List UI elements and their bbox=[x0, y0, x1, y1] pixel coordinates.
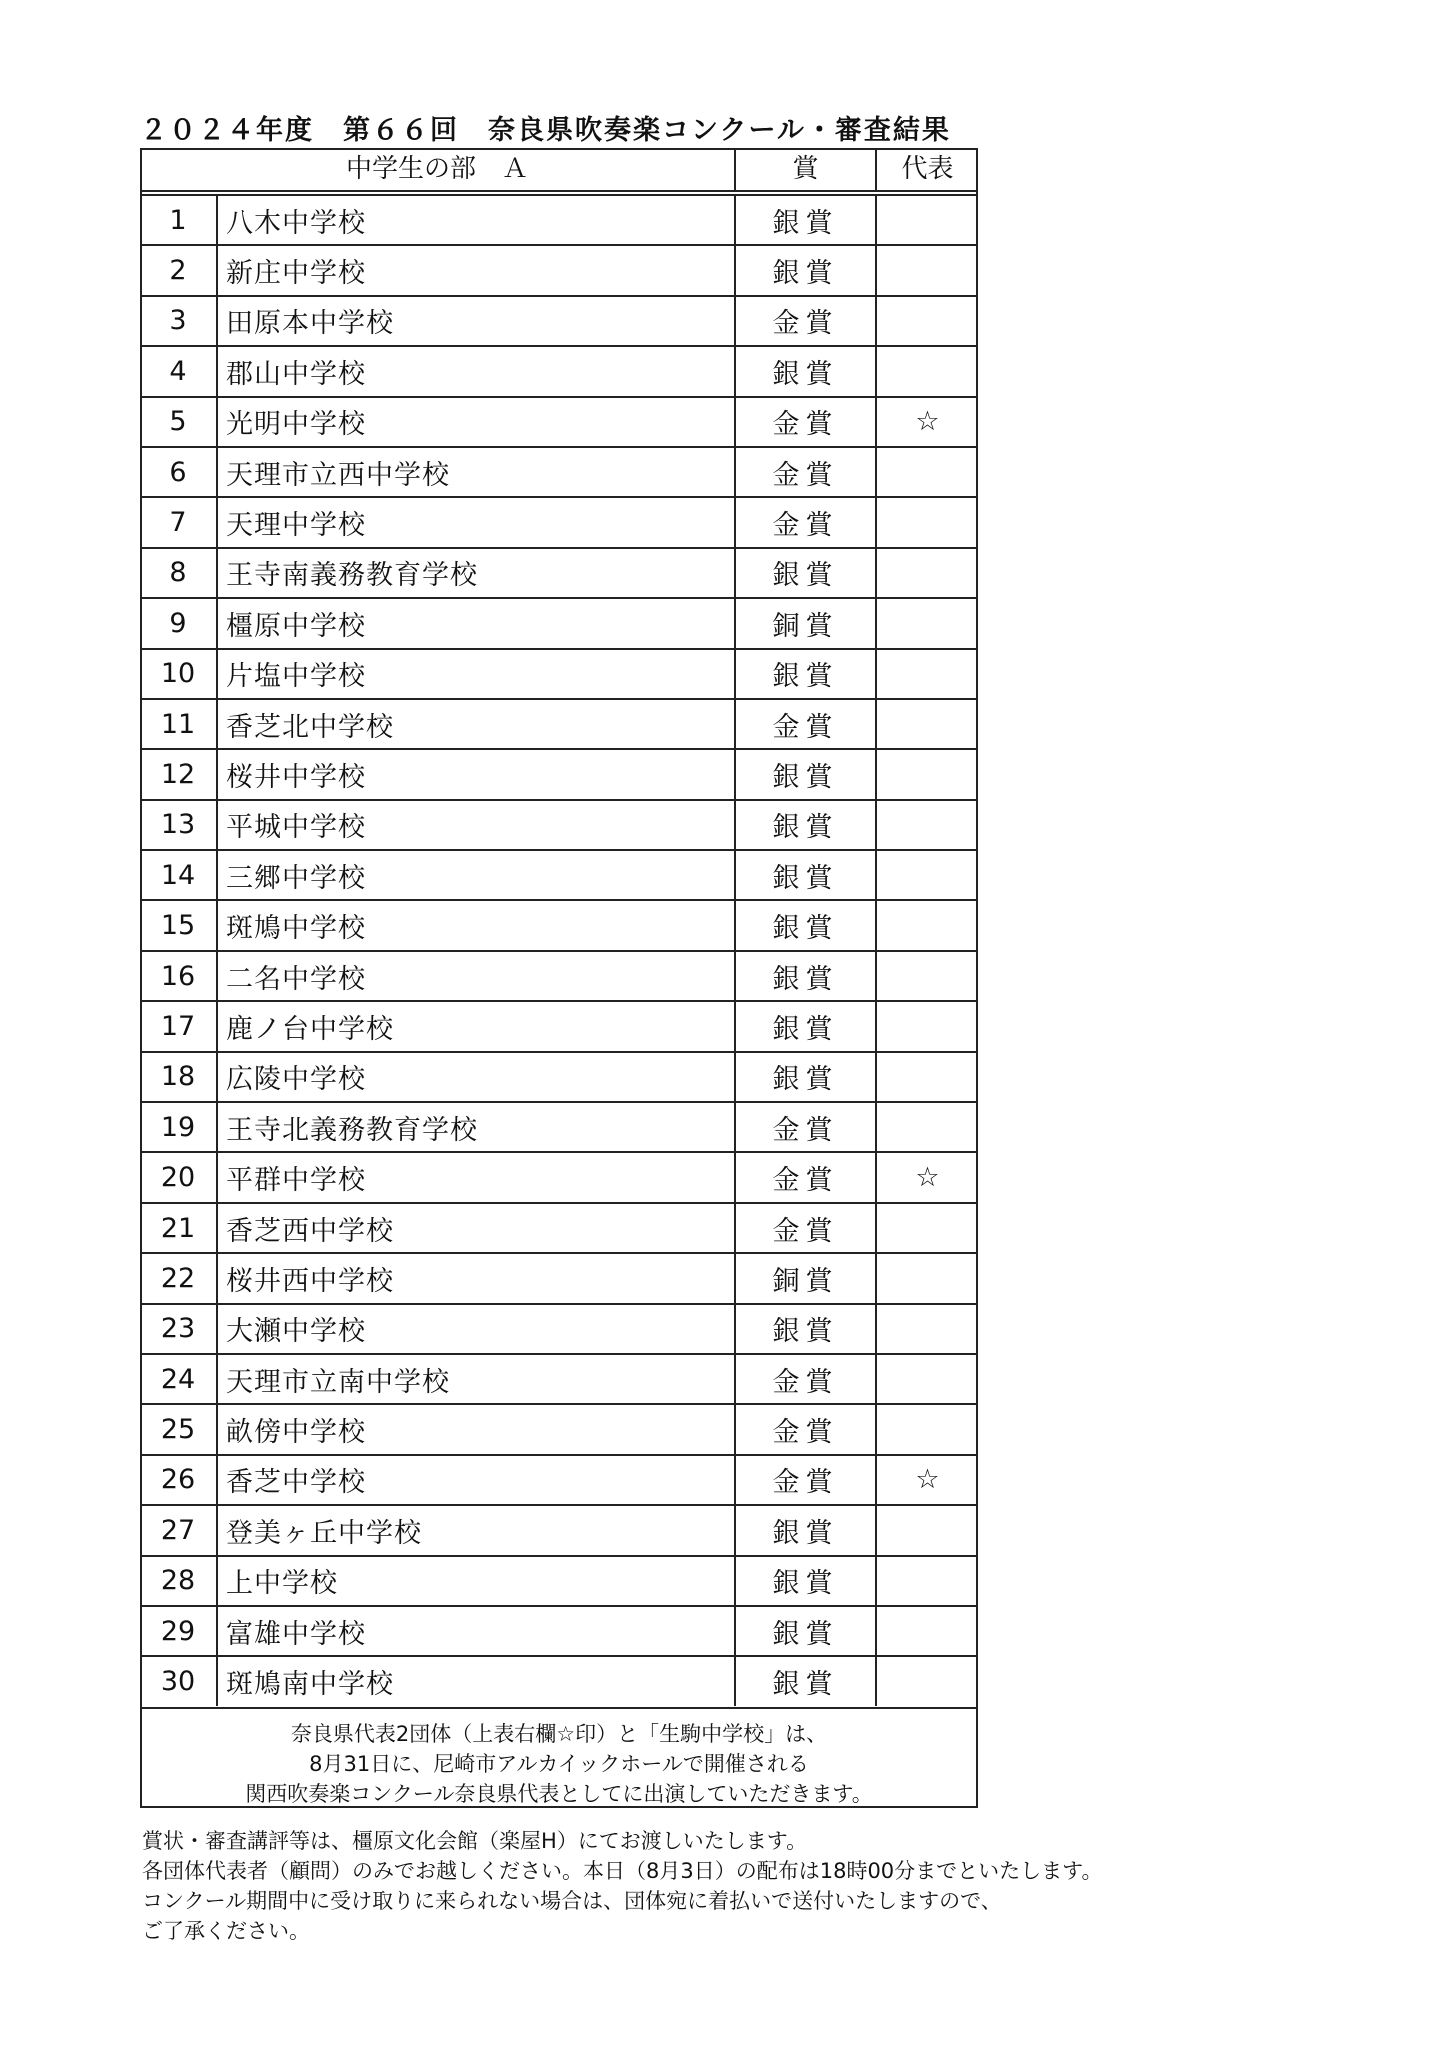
table-row bbox=[140, 1403, 978, 1453]
table-row bbox=[140, 295, 978, 345]
award-value: 金賞 bbox=[736, 1103, 877, 1151]
award-value: 銀賞 bbox=[736, 650, 877, 698]
award-value: 銀賞 bbox=[736, 1053, 877, 1101]
table-row bbox=[140, 698, 978, 748]
footer-line: コンクール期間中に受け取りに来られない場合は、団体宛に着払いで送付いたしますので、 bbox=[142, 1889, 1002, 1913]
row-number: 2 bbox=[140, 246, 218, 294]
table-row bbox=[140, 1051, 978, 1101]
representative-mark bbox=[877, 498, 978, 546]
representative-note bbox=[140, 1707, 978, 1808]
school-name: 三郷中学校 bbox=[218, 851, 736, 899]
representative-mark bbox=[877, 801, 978, 849]
award-value: 銀賞 bbox=[736, 347, 877, 395]
table-row bbox=[140, 1655, 978, 1705]
school-name: 天理市立南中学校 bbox=[218, 1355, 736, 1403]
note-line: 奈良県代表2団体（上表右欄☆印）と「生駒中学校」は、 bbox=[290, 1722, 828, 1746]
table-row bbox=[140, 1000, 978, 1050]
school-name: 八木中学校 bbox=[218, 196, 736, 244]
school-name: 王寺北義務教育学校 bbox=[218, 1103, 736, 1151]
representative-header: 代表 bbox=[901, 154, 954, 184]
school-name: 富雄中学校 bbox=[218, 1607, 736, 1655]
award-value: 銅賞 bbox=[736, 599, 877, 647]
award-value: 銀賞 bbox=[736, 801, 877, 849]
award-value: 銀賞 bbox=[736, 901, 877, 949]
representative-mark bbox=[877, 549, 978, 597]
row-number: 21 bbox=[140, 1204, 218, 1252]
school-name: 登美ヶ丘中学校 bbox=[218, 1506, 736, 1554]
table-body bbox=[140, 194, 978, 1706]
row-number: 22 bbox=[140, 1254, 218, 1302]
row-number: 14 bbox=[140, 851, 218, 899]
representative-mark bbox=[877, 1103, 978, 1151]
award-value: 銀賞 bbox=[736, 246, 877, 294]
table-row bbox=[140, 597, 978, 647]
school-name: 斑鳩南中学校 bbox=[218, 1657, 736, 1705]
representative-mark bbox=[877, 246, 978, 294]
award-value: 金賞 bbox=[736, 1355, 877, 1403]
representative-mark bbox=[877, 599, 978, 647]
table-row bbox=[140, 1454, 978, 1504]
representative-mark: ☆ bbox=[915, 1162, 940, 1194]
award-value: 銀賞 bbox=[736, 1506, 877, 1554]
table-row bbox=[140, 899, 978, 949]
row-number: 10 bbox=[140, 650, 218, 698]
representative-mark bbox=[877, 1506, 978, 1554]
award-value: 銀賞 bbox=[736, 1607, 877, 1655]
award-value: 銀賞 bbox=[736, 851, 877, 899]
school-name: 新庄中学校 bbox=[218, 246, 736, 294]
school-name: 上中学校 bbox=[218, 1557, 736, 1605]
table-row bbox=[140, 1202, 978, 1252]
row-number: 16 bbox=[140, 952, 218, 1000]
representative-mark bbox=[877, 297, 978, 345]
award-value: 銀賞 bbox=[736, 1657, 877, 1705]
note-line: 関西吹奏楽コンクール奈良県代表としてに出演していただきます。 bbox=[245, 1782, 873, 1806]
row-number: 19 bbox=[140, 1103, 218, 1151]
award-value: 金賞 bbox=[736, 700, 877, 748]
representative-mark bbox=[877, 1002, 978, 1050]
representative-mark bbox=[877, 700, 978, 748]
row-number: 26 bbox=[140, 1456, 218, 1504]
footer-line: 賞状・審査講評等は、橿原文化会館（楽屋H）にてお渡しいたします。 bbox=[142, 1829, 808, 1853]
row-number: 29 bbox=[140, 1607, 218, 1655]
table-row bbox=[140, 496, 978, 546]
school-name: 天理中学校 bbox=[218, 498, 736, 546]
table-row bbox=[140, 244, 978, 294]
header-divider bbox=[140, 190, 978, 192]
row-number: 6 bbox=[140, 448, 218, 496]
footer-line: ご了承ください。 bbox=[142, 1919, 310, 1943]
representative-mark bbox=[877, 1053, 978, 1101]
representative-mark bbox=[877, 952, 978, 1000]
award-header: 賞 bbox=[736, 148, 877, 190]
representative-mark bbox=[877, 1557, 978, 1605]
row-number: 23 bbox=[140, 1305, 218, 1353]
division-header: 中学生の部 Ａ bbox=[140, 148, 736, 190]
representative-mark: ☆ bbox=[915, 406, 940, 438]
row-number: 24 bbox=[140, 1355, 218, 1403]
table-row bbox=[140, 748, 978, 798]
school-name: 香芝西中学校 bbox=[218, 1204, 736, 1252]
school-name: 桜井西中学校 bbox=[218, 1254, 736, 1302]
award-value: 金賞 bbox=[736, 297, 877, 345]
representative-mark bbox=[877, 1305, 978, 1353]
table-row bbox=[140, 345, 978, 395]
table-row bbox=[140, 1353, 978, 1403]
row-number: 30 bbox=[140, 1657, 218, 1705]
award-value: 銀賞 bbox=[736, 196, 877, 244]
representative-mark bbox=[877, 347, 978, 395]
school-name: 田原本中学校 bbox=[218, 297, 736, 345]
representative-mark bbox=[877, 1657, 978, 1705]
note-line: 8月31日に、尼崎市アルカイックホールで開催される bbox=[309, 1752, 809, 1776]
row-number: 8 bbox=[140, 549, 218, 597]
row-number: 7 bbox=[140, 498, 218, 546]
award-value: 金賞 bbox=[736, 498, 877, 546]
representative-mark: ☆ bbox=[915, 1464, 940, 1496]
representative-mark bbox=[877, 196, 978, 244]
school-name: 大瀬中学校 bbox=[218, 1305, 736, 1353]
page-title: ２０２４年度 第６６回 奈良県吹奏楽コンクール・審査結果 bbox=[140, 115, 951, 146]
school-name: 光明中学校 bbox=[218, 398, 736, 446]
school-name: 鹿ノ台中学校 bbox=[218, 1002, 736, 1050]
award-value: 銀賞 bbox=[736, 750, 877, 798]
table-row bbox=[140, 1605, 978, 1655]
row-number: 12 bbox=[140, 750, 218, 798]
table-row bbox=[140, 950, 978, 1000]
table-row bbox=[140, 194, 978, 244]
row-number: 18 bbox=[140, 1053, 218, 1101]
representative-mark bbox=[877, 1204, 978, 1252]
table-header bbox=[140, 148, 978, 190]
table-row bbox=[140, 547, 978, 597]
table-row bbox=[140, 1101, 978, 1151]
school-name: 桜井中学校 bbox=[218, 750, 736, 798]
footer-notes bbox=[142, 1826, 1342, 1946]
table-row bbox=[140, 648, 978, 698]
award-value: 金賞 bbox=[736, 1204, 877, 1252]
representative-mark bbox=[877, 1607, 978, 1655]
school-name: 香芝中学校 bbox=[218, 1456, 736, 1504]
row-number: 25 bbox=[140, 1405, 218, 1453]
school-name: 平城中学校 bbox=[218, 801, 736, 849]
row-number: 4 bbox=[140, 347, 218, 395]
school-name: 香芝北中学校 bbox=[218, 700, 736, 748]
award-value: 金賞 bbox=[736, 398, 877, 446]
representative-mark bbox=[877, 851, 978, 899]
award-value: 金賞 bbox=[736, 1153, 877, 1201]
representative-mark bbox=[877, 448, 978, 496]
table-row bbox=[140, 446, 978, 496]
representative-mark bbox=[877, 750, 978, 798]
award-value: 金賞 bbox=[736, 1456, 877, 1504]
school-name: 平群中学校 bbox=[218, 1153, 736, 1201]
award-value: 銀賞 bbox=[736, 1305, 877, 1353]
award-value: 金賞 bbox=[736, 1405, 877, 1453]
representative-mark bbox=[877, 1355, 978, 1403]
row-number: 27 bbox=[140, 1506, 218, 1554]
award-value: 銅賞 bbox=[736, 1254, 877, 1302]
school-name: 橿原中学校 bbox=[218, 599, 736, 647]
school-name: 斑鳩中学校 bbox=[218, 901, 736, 949]
row-number: 28 bbox=[140, 1557, 218, 1605]
award-value: 銀賞 bbox=[736, 952, 877, 1000]
row-number: 9 bbox=[140, 599, 218, 647]
row-number: 17 bbox=[140, 1002, 218, 1050]
table-row bbox=[140, 1555, 978, 1605]
school-name: 広陵中学校 bbox=[218, 1053, 736, 1101]
award-value: 銀賞 bbox=[736, 1002, 877, 1050]
row-number: 3 bbox=[140, 297, 218, 345]
row-number: 1 bbox=[140, 196, 218, 244]
row-number: 15 bbox=[140, 901, 218, 949]
school-name: 畝傍中学校 bbox=[218, 1405, 736, 1453]
table-row bbox=[140, 396, 978, 446]
award-value: 銀賞 bbox=[736, 1557, 877, 1605]
table-row bbox=[140, 1303, 978, 1353]
school-name: 天理市立西中学校 bbox=[218, 448, 736, 496]
row-number: 11 bbox=[140, 700, 218, 748]
representative-mark bbox=[877, 1405, 978, 1453]
award-value: 銀賞 bbox=[736, 549, 877, 597]
table-row bbox=[140, 1151, 978, 1201]
table-row bbox=[140, 799, 978, 849]
footer-line: 各団体代表者（顧問）のみでお越しください。本日（8月3日）の配布は18時00分までといたします。 bbox=[142, 1859, 1103, 1883]
representative-mark bbox=[877, 901, 978, 949]
row-number: 20 bbox=[140, 1153, 218, 1201]
representative-mark bbox=[877, 1254, 978, 1302]
table-row bbox=[140, 1252, 978, 1302]
school-name: 片塩中学校 bbox=[218, 650, 736, 698]
award-value: 金賞 bbox=[736, 448, 877, 496]
table-row bbox=[140, 849, 978, 899]
school-name: 王寺南義務教育学校 bbox=[218, 549, 736, 597]
school-name: 二名中学校 bbox=[218, 952, 736, 1000]
school-name: 郡山中学校 bbox=[218, 347, 736, 395]
table-row bbox=[140, 1504, 978, 1554]
row-number: 13 bbox=[140, 801, 218, 849]
row-number: 5 bbox=[140, 398, 218, 446]
representative-mark bbox=[877, 650, 978, 698]
